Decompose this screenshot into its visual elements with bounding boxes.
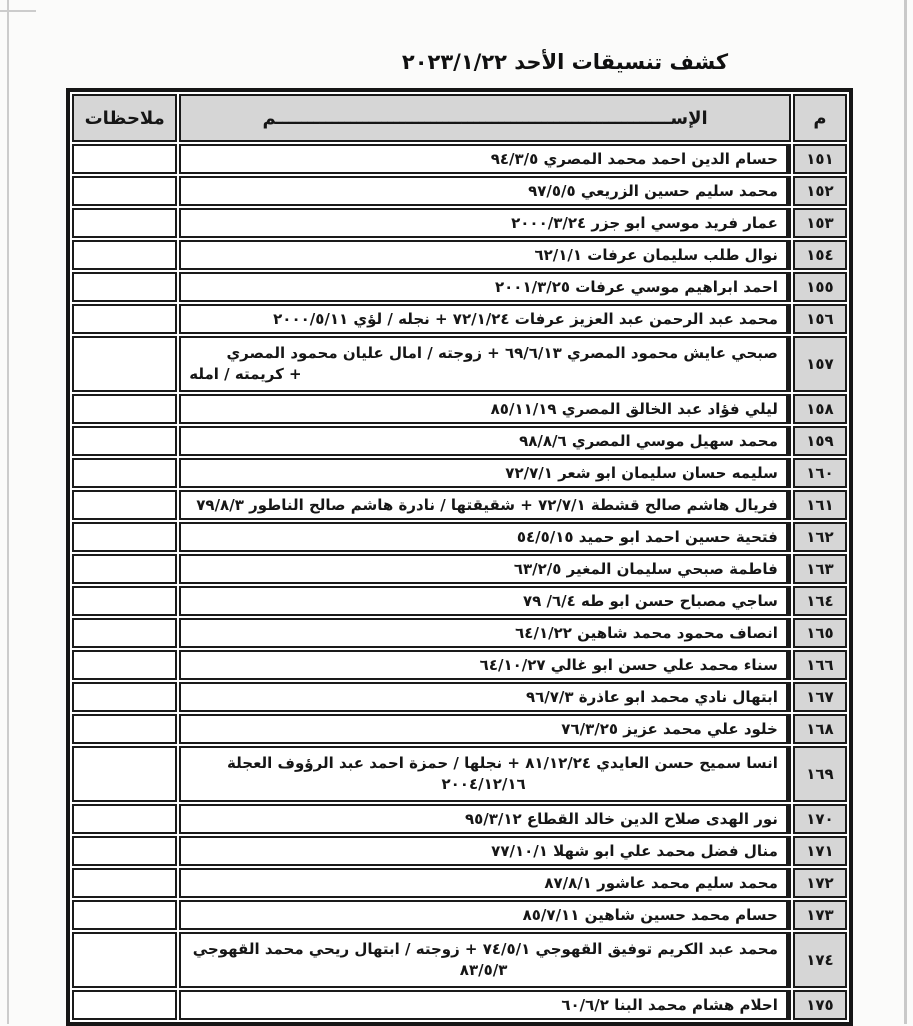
header-number-column: م [793, 94, 847, 142]
name-cell [179, 336, 791, 392]
row-number-cell: ١٥٥ [793, 272, 847, 302]
row-number-cell: ١٥٤ [793, 240, 847, 270]
notes-cell [72, 208, 177, 238]
page-title: كشف تنسيقات الأحد ٢٠٢٣/١/٢٢ [401, 50, 729, 74]
row-number-cell: ١٦٤ [793, 586, 847, 616]
name-text: فاطمة صبحي سليمان المغير ٦٣/٢/٥ [513, 559, 778, 578]
table-row [72, 746, 847, 802]
name-cell [179, 490, 791, 520]
row-number-cell: ١٧٤ [793, 932, 847, 988]
table-row [72, 650, 847, 680]
name-cell [179, 932, 791, 988]
row-number-cell: ١٦٣ [793, 554, 847, 584]
name-text: محمد سهيل موسي المصري ٩٨/٨/٦ [519, 431, 778, 450]
name-cell [179, 304, 791, 334]
name-text: فتحية حسين احمد ابو حميد ٥٤/٥/١٥ [516, 527, 778, 546]
name-text-continued: + كريمته / امله [189, 365, 302, 383]
row-number-cell: ١٦٥ [793, 618, 847, 648]
header-row [72, 94, 847, 142]
notes-cell [72, 394, 177, 424]
table-row [72, 586, 847, 616]
name-cell [179, 868, 791, 898]
notes-cell [72, 144, 177, 174]
table-row [72, 304, 847, 334]
table-row [72, 272, 847, 302]
table-row [72, 208, 847, 238]
notes-cell [72, 836, 177, 866]
notes-cell [72, 522, 177, 552]
table-row [72, 490, 847, 520]
name-text: حسام محمد حسين شاهين ٨٥/٧/١١ [522, 905, 778, 924]
name-cell [179, 426, 791, 456]
table-row [72, 458, 847, 488]
name-text: منال فضل محمد علي ابو شهلا ٧٧/١٠/١ [491, 841, 778, 860]
row-number-cell: ١٦٦ [793, 650, 847, 680]
name-text: نوال طلب سليمان عرفات ٦٢/١/١ [534, 245, 778, 264]
notes-cell [72, 900, 177, 930]
notes-cell [72, 682, 177, 712]
notes-cell [72, 804, 177, 834]
name-cell [179, 144, 791, 174]
name-text: ساجي مصباح حسن ابو طه ٦/٤/ ٧٩ [522, 591, 778, 610]
name-text: محمد عبد الكريم توفيق القهوجي ٧٤/٥/١ + زوجته / ابتهال ريحي محمد القهوجي [192, 940, 778, 958]
row-number-cell: ١٥٧ [793, 336, 847, 392]
table-row [72, 618, 847, 648]
row-number-cell: ١٧١ [793, 836, 847, 866]
roster-table [66, 88, 853, 1026]
notes-cell [72, 458, 177, 488]
name-text: انصاف محمود محمد شاهين ٦٤/١/٢٢ [515, 623, 778, 642]
notes-cell [72, 304, 177, 334]
row-number-cell: ١٦٧ [793, 682, 847, 712]
name-cell [179, 714, 791, 744]
name-cell [179, 746, 791, 802]
name-text: خلود علي محمد عزيز ٧٦/٣/٢٥ [561, 719, 778, 738]
notes-cell [72, 746, 177, 802]
name-cell [179, 650, 791, 680]
row-number-cell: ١٦٢ [793, 522, 847, 552]
name-text: ابتهال نادي محمد ابو عاذرة ٩٦/٧/٣ [525, 687, 778, 706]
header-notes-column: ملاحظات [72, 94, 177, 142]
notes-cell [72, 336, 177, 392]
notes-cell [72, 868, 177, 898]
table-row [72, 554, 847, 584]
name-text: سليمه حسان سليمان ابو شعر ٧٢/٧/١ [505, 463, 778, 482]
name-cell [179, 522, 791, 552]
notes-cell [72, 932, 177, 988]
scan-edge-top [0, 10, 36, 12]
table-row [72, 394, 847, 424]
table-row [72, 336, 847, 392]
name-cell [179, 458, 791, 488]
name-text: عمار فريد موسي ابو جزر ٢٠٠٠/٣/٢٤ [511, 213, 778, 232]
row-number-cell: ١٧٢ [793, 868, 847, 898]
notes-cell [72, 176, 177, 206]
row-number-cell: ١٦٨ [793, 714, 847, 744]
name-text: فريال هاشم صالح قشطة ٧٢/٧/١ + شقيقتها / نادرة هاشم صالح الناطور ٧٩/٨/٣ [196, 495, 778, 514]
name-cell [179, 682, 791, 712]
name-text: محمد عبد الرحمن عبد العزيز عرفات ٧٢/١/٢٤ + نجله / لؤي ٢٠٠٠/٥/١١ [273, 309, 778, 328]
name-text: ليلي فؤاد عبد الخالق المصري ٨٥/١١/١٩ [490, 399, 778, 418]
notes-cell [72, 990, 177, 1020]
name-cell [179, 554, 791, 584]
name-cell [179, 804, 791, 834]
name-text-continued: ٢٠٠٤/١٢/١٦ [441, 775, 526, 793]
notes-cell [72, 490, 177, 520]
name-text: نور الهدى صلاح الدين خالد القطاع ٩٥/٣/١٢ [464, 809, 778, 828]
notes-cell [72, 714, 177, 744]
table-row [72, 682, 847, 712]
notes-cell [72, 240, 177, 270]
name-text: محمد سليم محمد عاشور ٨٧/٨/١ [544, 873, 778, 892]
table-row [72, 714, 847, 744]
name-cell [179, 240, 791, 270]
scan-edge-right [904, 0, 907, 1024]
row-number-cell: ١٥٩ [793, 426, 847, 456]
table-row [72, 836, 847, 866]
row-number-cell: ١٦١ [793, 490, 847, 520]
notes-cell [72, 426, 177, 456]
notes-cell [72, 554, 177, 584]
name-text: احلام هشام محمد البنا ٦٠/٦/٢ [561, 995, 778, 1014]
row-number-cell: ١٦٩ [793, 746, 847, 802]
row-number-cell: ١٧٣ [793, 900, 847, 930]
table-row [72, 990, 847, 1020]
name-cell [179, 272, 791, 302]
notes-cell [72, 618, 177, 648]
name-text-continued: ٨٣/٥/٣ [459, 961, 508, 979]
row-number-cell: ١٧٠ [793, 804, 847, 834]
table-row [72, 868, 847, 898]
scan-edge-left [7, 0, 9, 1024]
name-text: احمد ابراهيم موسي عرفات ٢٠٠١/٣/٢٥ [495, 277, 778, 296]
table-row [72, 804, 847, 834]
name-text: سناء محمد علي حسن ابو غالي ٦٤/١٠/٢٧ [479, 655, 778, 674]
table-row [72, 932, 847, 988]
name-cell [179, 208, 791, 238]
row-number-cell: ١٥٨ [793, 394, 847, 424]
row-number-cell: ١٥٣ [793, 208, 847, 238]
name-cell [179, 176, 791, 206]
notes-cell [72, 650, 177, 680]
row-number-cell: ١٧٥ [793, 990, 847, 1020]
row-number-cell: ١٥١ [793, 144, 847, 174]
table-row [72, 176, 847, 206]
name-text: حسام الدين احمد محمد المصري ٩٤/٣/٥ [490, 149, 778, 168]
header-name-column: الإســــــــــــــــــــــــــــــــــــــــــــــــــــــــــــــــم [179, 94, 791, 142]
table-row [72, 240, 847, 270]
table-row [72, 144, 847, 174]
table-row [72, 522, 847, 552]
name-cell [179, 900, 791, 930]
row-number-cell: ١٥٢ [793, 176, 847, 206]
row-number-cell: ١٦٠ [793, 458, 847, 488]
name-text: انسا سميح حسن العايدي ٨١/١٢/٢٤ + نجلها / حمزة احمد عبد الرؤوف العجلة [227, 754, 778, 772]
name-cell [179, 586, 791, 616]
notes-cell [72, 586, 177, 616]
name-cell [179, 836, 791, 866]
name-text: صبحي عايش محمود المصري ٦٩/٦/١٣ + زوجته / امال عليان محمود المصري [226, 344, 778, 362]
table-row [72, 426, 847, 456]
table-row [72, 900, 847, 930]
name-cell [179, 618, 791, 648]
notes-cell [72, 272, 177, 302]
name-cell [179, 394, 791, 424]
name-text: محمد سليم حسين الزريعي ٩٧/٥/٥ [528, 181, 778, 200]
name-cell [179, 990, 791, 1020]
row-number-cell: ١٥٦ [793, 304, 847, 334]
